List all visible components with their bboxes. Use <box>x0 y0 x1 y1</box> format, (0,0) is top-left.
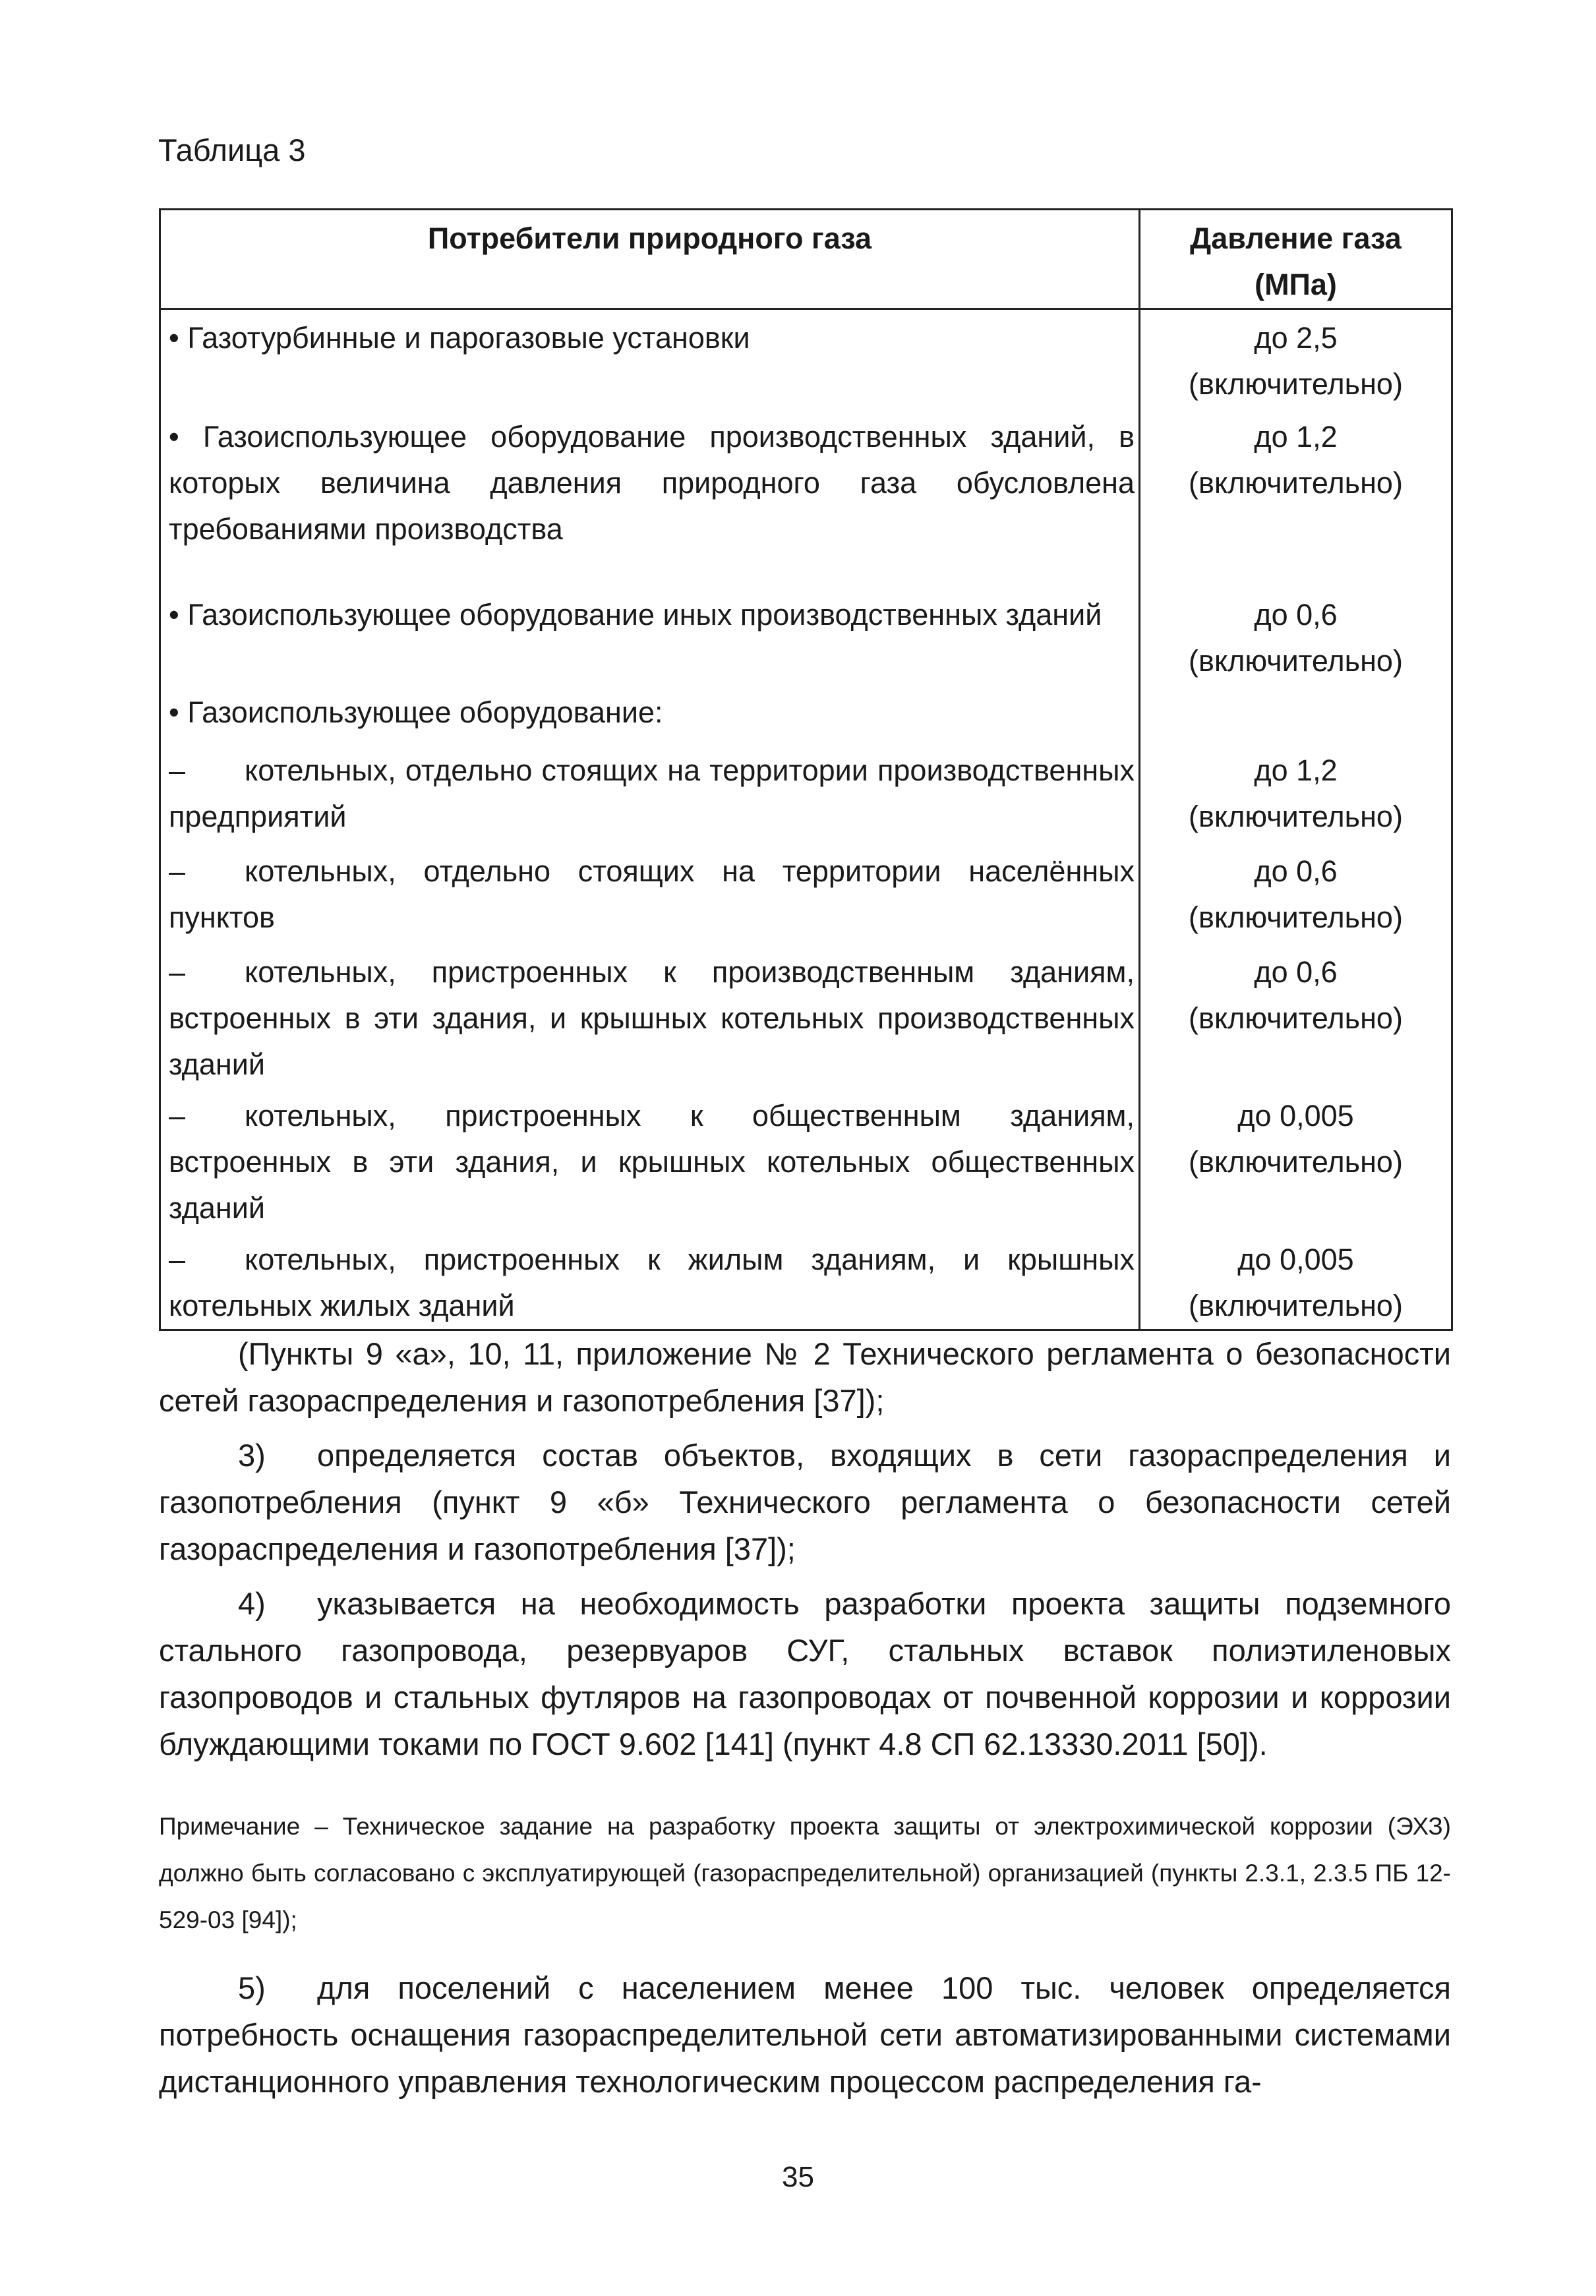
table-row <box>160 587 1452 684</box>
row-value <box>1140 587 1452 684</box>
paragraph-reference: (Пункты 9 «а», 10, 11, приложение № 2 Технического регламента о безопасности сетей газораспределения и газопотребления [37]); <box>159 1336 1451 1418</box>
row-text-content: котельных, пристроенных к общественным зданиям, встроенных в эти здания, и крышных котельных общественных зданий <box>169 1099 1135 1225</box>
row-text: • Газотурбинные и парогазовые установки <box>160 309 1140 409</box>
dash-marker: – <box>169 753 186 787</box>
row-text: • Газоиспользующее оборудование: <box>160 684 1140 742</box>
value-limit: до 1,2 <box>1254 753 1338 787</box>
value-qualifier: (включительно) <box>1189 1145 1403 1179</box>
row-value <box>1140 409 1452 587</box>
row-text <box>160 944 1140 1088</box>
row-text: • Газоиспользующее оборудование иных производственных зданий <box>160 587 1140 684</box>
value-limit: до 1,2 <box>1254 420 1338 454</box>
value-limit: до 0,6 <box>1254 854 1338 888</box>
table-row <box>160 1231 1452 1330</box>
note: Примечание – Техническое задание на разработку проекта защиты от электрохимической коррозии (ЭХЗ) должно быть согласовано с эксплуатирующей (газораспределительной) организацией (пункты 2.3.1, 2.3.5 ПБ 12-529-03 [94]); <box>159 1813 1451 1933</box>
table-row <box>160 944 1452 1088</box>
table-row <box>160 409 1452 587</box>
item-text: определяется состав объектов, входящих в сети газораспределения и газопотребления (пункт 9 «б» Технического регламента о безопасности сетей газораспределения и газопотребления [37]); <box>159 1438 1451 1566</box>
table-header-row <box>160 210 1452 309</box>
value-limit: до 0,005 <box>1237 1243 1354 1276</box>
row-value <box>1140 742 1452 843</box>
item-number: 5) <box>238 1970 266 2005</box>
item-number: 4) <box>238 1586 266 1621</box>
value-qualifier: (включительно) <box>1189 800 1403 833</box>
table-row <box>160 684 1452 742</box>
item-text: указывается на необходимость разработки проекта защиты подземного стального газопровода, резервуаров СУГ, стальных вставок полиэтиленовых газопроводов и стальных футляров на газопроводах от почвенной коррозии и коррозии блуждающими токами по ГОСТ 9.602 [141] (пункт 4.8 СП 62.13330.2011 [50]). <box>159 1586 1451 1761</box>
value-qualifier: (включительно) <box>1189 367 1403 401</box>
row-text <box>160 1231 1140 1330</box>
row-value <box>1140 684 1452 742</box>
row-text <box>160 742 1140 843</box>
value-limit: до 0,6 <box>1254 598 1338 632</box>
header-pressure-line2: (МПа) <box>1255 268 1337 301</box>
body-text <box>159 1330 1451 1767</box>
table-caption: Таблица 3 <box>158 132 306 167</box>
header-pressure <box>1140 210 1452 309</box>
paragraph-item-4 <box>159 1580 1451 1767</box>
value-qualifier: (включительно) <box>1189 644 1403 678</box>
value-qualifier: (включительно) <box>1189 1001 1403 1035</box>
dash-marker: – <box>169 1099 186 1133</box>
item-number: 3) <box>238 1438 266 1473</box>
row-text: • Газоиспользующее оборудование производственных зданий, в которых величина давления природного газа обусловлена требованиями производства <box>160 409 1140 587</box>
row-text-content: котельных, пристроенных к жилым зданиям, и крышных котельных жилых зданий <box>169 1243 1135 1322</box>
row-text-content: котельных, отдельно стоящих на территории производственных предприятий <box>169 753 1135 833</box>
header-consumers: Потребители природного газа <box>160 210 1140 309</box>
value-limit: до 2,5 <box>1254 321 1338 355</box>
page-number: 35 <box>782 2161 814 2193</box>
row-value <box>1140 1088 1452 1231</box>
value-qualifier: (включительно) <box>1189 900 1403 934</box>
row-value <box>1140 1231 1452 1330</box>
body-text-continued <box>159 1964 1451 2105</box>
dash-marker: – <box>169 854 186 888</box>
dash-marker: – <box>169 1243 186 1276</box>
table-row <box>160 1088 1452 1231</box>
row-text <box>160 843 1140 944</box>
row-text <box>160 1088 1140 1231</box>
value-qualifier: (включительно) <box>1189 466 1403 500</box>
value-qualifier: (включительно) <box>1189 1289 1403 1322</box>
row-value <box>1140 944 1452 1088</box>
row-value <box>1140 843 1452 944</box>
row-text-content: котельных, пристроенных к производственным зданиям, встроенных в эти здания, и крышных котельных производственных зданий <box>169 955 1135 1081</box>
dash-marker: – <box>169 955 186 989</box>
value-limit: до 0,005 <box>1237 1099 1354 1133</box>
gas-pressure-table <box>159 208 1453 1331</box>
row-value <box>1140 309 1452 409</box>
table-row <box>160 742 1452 843</box>
row-text-content: котельных, отдельно стоящих на территории населённых пунктов <box>169 854 1135 934</box>
table-row <box>160 309 1452 409</box>
paragraph-item-5 <box>159 1964 1451 2105</box>
paragraph-item-3 <box>159 1432 1451 1572</box>
value-limit: до 0,6 <box>1254 955 1338 989</box>
table-row <box>160 843 1452 944</box>
header-pressure-line1: Давление газа <box>1190 221 1402 255</box>
item-text: для поселений с населением менее 100 тыс. человек определяется потребность оснащения газораспределительной сети автоматизированными системами дистанционного управления технологическим процессом распределения га- <box>159 1970 1451 2099</box>
